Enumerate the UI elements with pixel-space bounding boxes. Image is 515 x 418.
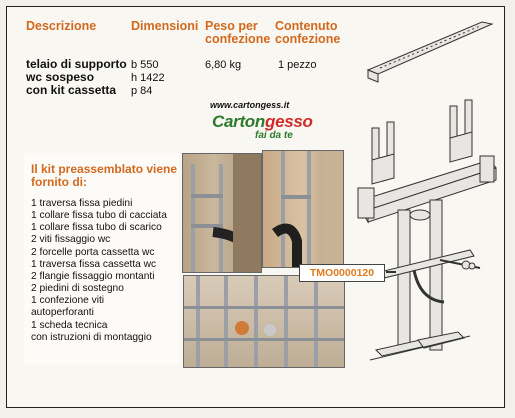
header-content: Contenuto confezione [275, 19, 341, 46]
description-line-2: wc sospeso [26, 70, 95, 84]
product-code-badge: TMO0000120 [299, 264, 385, 282]
list-item: 1 collare fissa tubo di scarico [31, 222, 162, 234]
header-description: Descrizione [26, 19, 97, 33]
header-dimensions: Dimensioni [131, 19, 199, 33]
list-item: 2 piedini di sostegno [31, 283, 124, 295]
dimension-b: b 550 [131, 59, 159, 71]
list-item: 1 traversa fissa piedini [31, 198, 133, 209]
dimension-h: h 1422 [131, 72, 165, 84]
description-line-1: telaio di supporto [26, 57, 127, 71]
content-value: 1 pezzo [278, 59, 317, 71]
list-item: 2 viti fissaggio wc [31, 234, 111, 246]
logo-tagline: fai da te [255, 130, 293, 141]
installation-photo-3 [183, 275, 345, 368]
list-item: con istruzioni di montaggio [31, 331, 152, 343]
logo-brand-b: gesso [264, 112, 313, 131]
installation-photo-2 [262, 150, 344, 268]
header-weight: Peso per confezione [205, 19, 271, 46]
list-item: 2 flangie fissaggio montanti [31, 270, 155, 282]
installation-photo-1 [182, 153, 262, 273]
kit-title: Il kit preassemblato viene fornito di: [31, 162, 178, 189]
dimension-p: p 84 [131, 85, 153, 97]
kit-items-list [31, 198, 196, 344]
logo-brand-a: Carton [212, 112, 265, 131]
list-item: 1 confezione viti [31, 295, 105, 307]
list-item: 2 forcelle porta cassetta wc [31, 246, 155, 258]
weight-value: 6,80 kg [205, 59, 242, 71]
logo-url: www.cartongess.it [210, 100, 290, 110]
brand-logo [212, 112, 313, 132]
list-item: 1 scheda tecnica [31, 319, 108, 331]
list-item: autoperforanti [31, 307, 94, 319]
list-item: 1 traversa fissa cassetta wc [31, 258, 157, 270]
description-line-3: con kit cassetta [26, 83, 117, 97]
frame-technical-drawing [340, 10, 502, 380]
list-item: 1 collare fissa tubo di cacciata [31, 210, 167, 222]
